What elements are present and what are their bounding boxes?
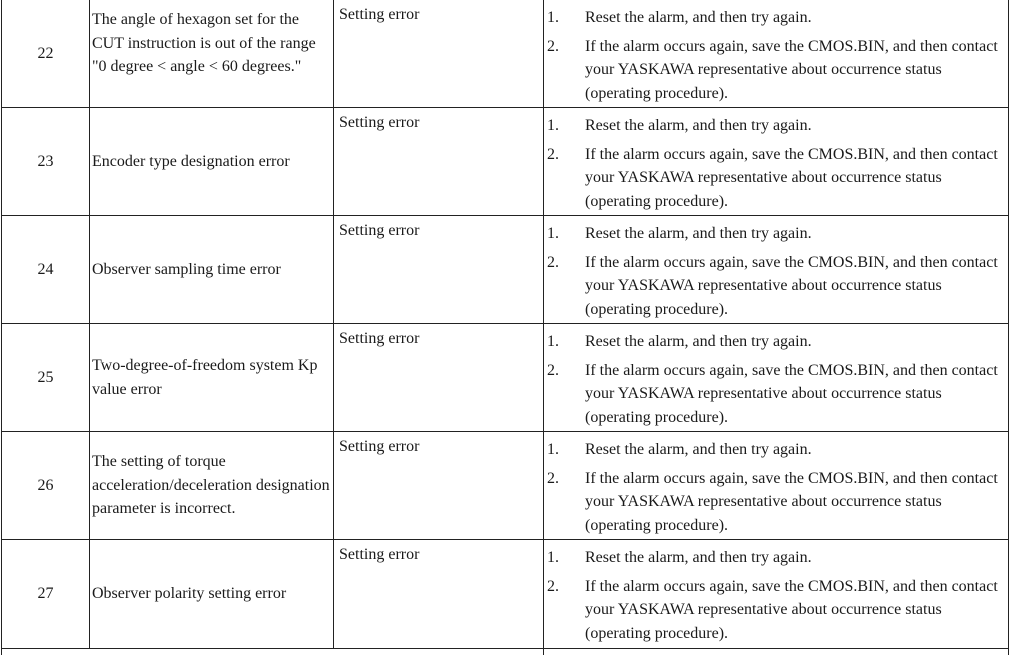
cause-cell: Setting error	[334, 432, 544, 539]
cause-cell: Setting error	[334, 108, 544, 215]
sub-code-cell: 22	[2, 0, 90, 107]
action-text: Reset the alarm, and then try again.	[585, 117, 812, 134]
action-item	[547, 251, 998, 322]
table-row	[2, 216, 1008, 324]
action-text: If the alarm occurs again, save the CMOS.BIN, and then contact your YASKAWA representative about occurrence status (operating procedure).	[585, 577, 998, 642]
action-item	[547, 222, 998, 246]
sub-code-cell: 24	[2, 216, 90, 323]
action-number: 2.	[547, 37, 559, 55]
action-text: If the alarm occurs again, save the CMOS.BIN, and then contact your YASKAWA representative about occurrence status (operating procedure).	[585, 37, 998, 102]
sub-code-cell: 23	[2, 108, 90, 215]
description-cell: The setting of torque acceleration/deceleration designation parameter is incorrect.	[90, 432, 334, 539]
action-item	[547, 359, 998, 430]
sub-code-cell: 27	[2, 540, 90, 648]
action-number: 1.	[547, 333, 559, 350]
action-text: Reset the alarm, and then try again.	[585, 225, 812, 242]
action-number: 2.	[547, 469, 559, 487]
action-item	[547, 114, 998, 138]
action-number: 1.	[547, 441, 559, 458]
description-cell: Observer sampling time error	[90, 216, 334, 323]
action-number: 1.	[547, 9, 559, 26]
sub-code-cell: 25	[2, 324, 90, 431]
table-row	[2, 540, 1008, 655]
action-item	[547, 6, 998, 30]
action-text: If the alarm occurs again, save the CMOS.BIN, and then contact your YASKAWA representative about occurrence status (operating procedure).	[585, 145, 998, 210]
action-text: If the alarm occurs again, save the CMOS.BIN, and then contact your YASKAWA representative about occurrence status (operating procedure).	[585, 469, 998, 534]
action-item	[547, 143, 998, 214]
action-number: 1.	[547, 117, 559, 134]
action-item	[547, 438, 998, 462]
action-number: 2.	[547, 253, 559, 271]
action-item	[547, 467, 998, 538]
cause-cell: Setting error	[334, 324, 544, 431]
row-divider	[2, 648, 1008, 649]
action-cell	[544, 324, 1008, 431]
description-cell: The angle of hexagon set for the CUT instruction is out of the range "0 degree < angle < 60 degrees."	[90, 0, 334, 107]
action-cell	[544, 216, 1008, 323]
action-item	[547, 35, 998, 106]
action-text: If the alarm occurs again, save the CMOS.BIN, and then contact your YASKAWA representative about occurrence status (operating procedure).	[585, 253, 998, 318]
action-text: Reset the alarm, and then try again.	[585, 441, 812, 458]
action-text: If the alarm occurs again, save the CMOS.BIN, and then contact your YASKAWA representative about occurrence status (operating procedure).	[585, 361, 998, 426]
action-text: Reset the alarm, and then try again.	[585, 549, 812, 566]
alarm-table	[1, 0, 1009, 655]
table-row	[2, 432, 1008, 540]
action-number: 2.	[547, 361, 559, 379]
sub-code-cell: 26	[2, 432, 90, 539]
action-cell	[544, 108, 1008, 215]
description-cell: Two-degree-of-freedom system Kp value error	[90, 324, 334, 431]
description-cell: Observer polarity setting error	[90, 540, 334, 648]
action-item	[547, 330, 998, 354]
cause-cell: Setting error	[334, 540, 544, 655]
table-row	[2, 324, 1008, 432]
action-cell	[544, 432, 1008, 539]
action-cell	[544, 0, 1008, 107]
action-number: 1.	[547, 549, 559, 566]
action-cell	[544, 540, 1008, 655]
action-number: 2.	[547, 145, 559, 163]
cause-cell: Setting error	[334, 216, 544, 323]
action-number: 1.	[547, 225, 559, 242]
action-item	[547, 546, 998, 570]
cause-cell: Setting error	[334, 0, 544, 107]
table-row	[2, 0, 1008, 108]
action-item	[547, 575, 998, 646]
action-text: Reset the alarm, and then try again.	[585, 9, 812, 26]
description-cell: Encoder type designation error	[90, 108, 334, 215]
action-number: 2.	[547, 577, 559, 595]
action-text: Reset the alarm, and then try again.	[585, 333, 812, 350]
table-row	[2, 108, 1008, 216]
